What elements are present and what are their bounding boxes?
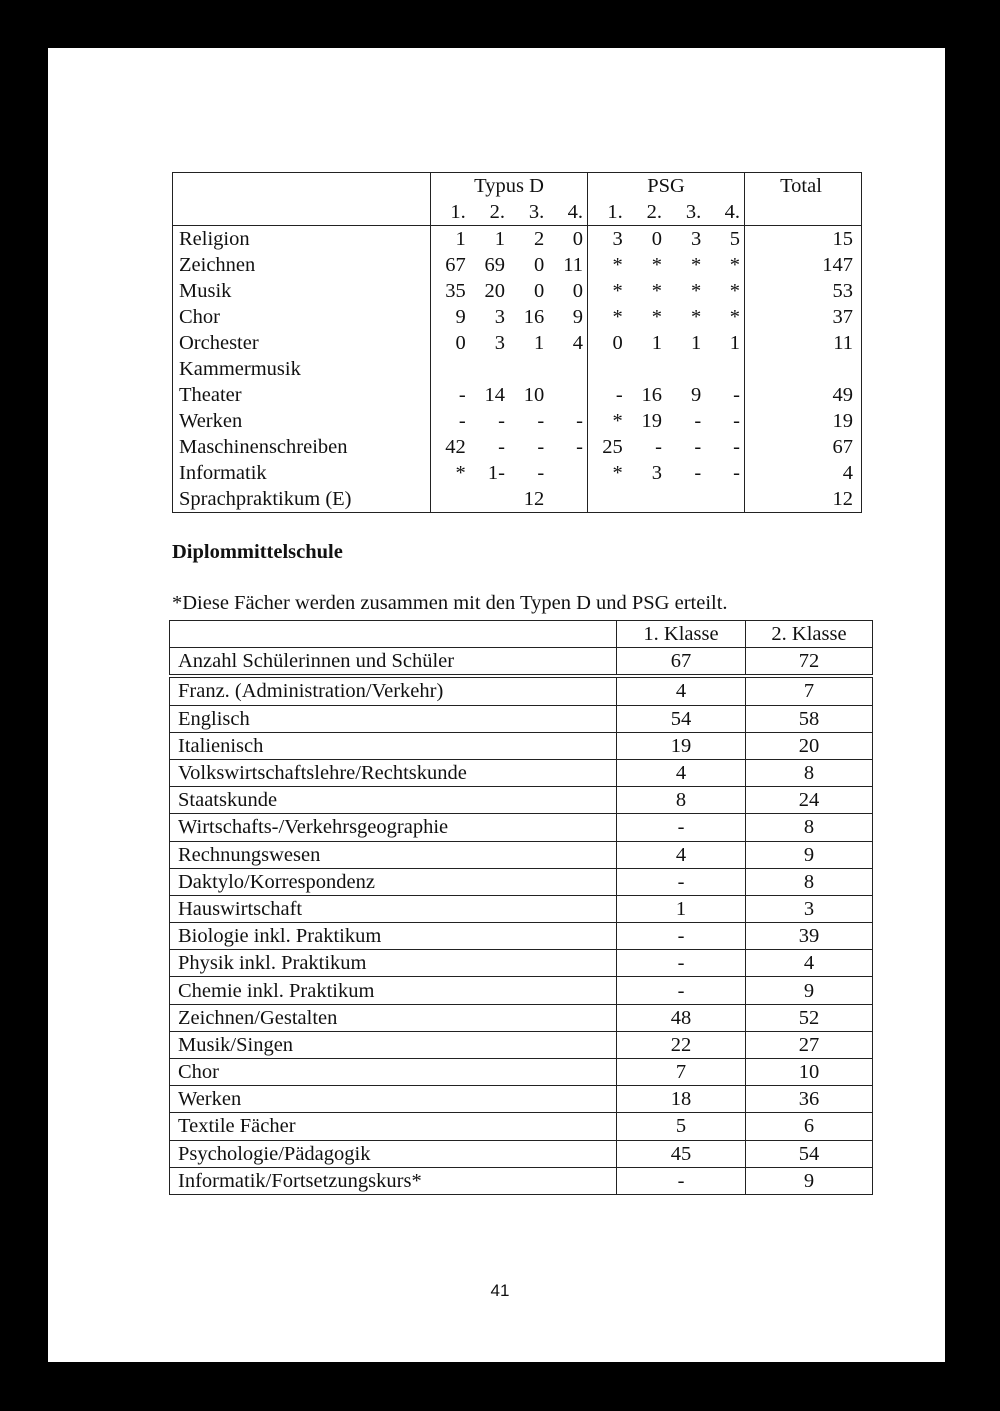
table-row xyxy=(170,1031,873,1058)
psg-value: * xyxy=(612,462,623,484)
psg-value: 0 xyxy=(651,228,662,250)
klasse-1-value: 4 xyxy=(617,759,746,786)
diplommittelschule-table xyxy=(169,620,873,1195)
subject-label: Englisch xyxy=(170,705,617,732)
table-header-row xyxy=(170,621,873,648)
psg-value: * xyxy=(691,254,702,276)
table-row xyxy=(170,732,873,759)
subject-label: Maschinenschreiben xyxy=(173,434,431,460)
table-row xyxy=(170,1086,873,1113)
klasse-1-value: - xyxy=(617,923,746,950)
table-row xyxy=(170,841,873,868)
table-row xyxy=(170,868,873,895)
psg-value: * xyxy=(612,306,623,328)
psg-value xyxy=(627,486,666,513)
psg-value xyxy=(666,486,705,513)
subject-label: Religion xyxy=(173,226,431,253)
psg-value: 25 xyxy=(602,436,623,458)
table-row xyxy=(170,1004,873,1031)
total-value xyxy=(745,356,862,382)
typus-d-value: - xyxy=(498,410,505,432)
typus-d-value xyxy=(548,356,587,382)
table-row xyxy=(173,408,862,434)
typus-d-value: 2 xyxy=(534,228,545,250)
psg-value: 3 xyxy=(651,462,662,484)
subject-label: Theater xyxy=(173,382,431,408)
header-total: Total xyxy=(745,173,862,226)
klasse-1-value: 4 xyxy=(617,841,746,868)
klasse-2-value: 4 xyxy=(746,950,873,977)
subject-label: Psychologie/Pädagogik xyxy=(170,1140,617,1167)
psg-value: 3 xyxy=(612,228,623,250)
typus-d-value: 12 xyxy=(523,488,545,510)
klasse-1-value: - xyxy=(617,814,746,841)
psg-value: - xyxy=(705,382,744,408)
psg-value: 5 xyxy=(705,226,744,253)
typus-d-value: 14 xyxy=(484,384,505,406)
typus-d-value: 1 xyxy=(534,332,545,354)
psg-value: * xyxy=(612,280,623,302)
klasse-1-value: - xyxy=(617,977,746,1004)
table-row xyxy=(173,278,862,304)
psg-class-1-header: 1. xyxy=(588,199,627,226)
header-klasse-2: 2. Klasse xyxy=(746,621,873,648)
typus-d-value: 35 xyxy=(445,280,466,302)
table-row xyxy=(173,330,862,356)
psg-value: * xyxy=(612,410,623,432)
table-row xyxy=(170,1113,873,1140)
header-typus-d: Typus D xyxy=(431,173,588,200)
subject-label: Zeichnen xyxy=(173,252,431,278)
klasse-2-value: 36 xyxy=(746,1086,873,1113)
typus-d-class-3-header: 3. xyxy=(509,199,548,226)
typus-d-value: 0 xyxy=(534,254,545,276)
typus-d-value: 0 xyxy=(548,226,587,253)
klasse-2-value: 8 xyxy=(746,814,873,841)
subject-label: Chor xyxy=(170,1059,617,1086)
typus-d-value: - xyxy=(548,434,587,460)
subject-label: Wirtschafts-/Verkehrsgeographie xyxy=(170,814,617,841)
typus-d-class-1-header: 1. xyxy=(431,199,470,226)
typus-d-value: 9 xyxy=(455,306,466,328)
typus-d-value xyxy=(470,356,509,382)
typus-d-value: 3 xyxy=(494,306,505,328)
total-value: 19 xyxy=(832,410,853,432)
klasse-2-value: 10 xyxy=(746,1059,873,1086)
psg-value: 9 xyxy=(691,384,702,406)
table-row xyxy=(173,252,862,278)
subject-label: Chor xyxy=(173,304,431,330)
typus-d-value xyxy=(548,460,587,486)
psg-value: * xyxy=(651,254,662,276)
total-value: 12 xyxy=(832,488,853,510)
klasse-2-value: 9 xyxy=(746,841,873,868)
klasse-2-value: 20 xyxy=(746,732,873,759)
subject-label: Kammermusik xyxy=(173,356,431,382)
table-row xyxy=(170,1059,873,1086)
table-row xyxy=(170,648,873,677)
typus-d-value: - xyxy=(537,462,545,484)
psg-value: - xyxy=(705,434,744,460)
subject-label: Biologie inkl. Praktikum xyxy=(170,923,617,950)
klasse-2-value: 54 xyxy=(746,1140,873,1167)
psg-value: 1 xyxy=(691,332,702,354)
typus-d-value: 0 xyxy=(548,278,587,304)
typus-d-value: 9 xyxy=(548,304,587,330)
typus-d-value xyxy=(431,486,470,513)
table-row xyxy=(170,1167,873,1194)
section-title: Diplommittelschule xyxy=(172,541,343,563)
subject-label: Hauswirtschaft xyxy=(170,895,617,922)
table-row xyxy=(173,486,862,513)
klasse-2-value: 7 xyxy=(746,676,873,705)
psg-value: * xyxy=(691,306,702,328)
psg-value: - xyxy=(694,462,702,484)
subject-label: Informatik/Fortsetzungskurs* xyxy=(170,1167,617,1194)
klasse-1-value: - xyxy=(617,1167,746,1194)
subject-label: Anzahl Schülerinnen und Schüler xyxy=(170,648,617,677)
psg-value: - xyxy=(705,408,744,434)
psg-value: - xyxy=(694,436,702,458)
subject-label: Textile Fächer xyxy=(170,1113,617,1140)
klasse-1-value: 1 xyxy=(617,895,746,922)
table-row xyxy=(170,705,873,732)
typus-d-value: - xyxy=(548,408,587,434)
subject-label: Staatskunde xyxy=(170,787,617,814)
psg-value: * xyxy=(691,280,702,302)
typus-d-value: 10 xyxy=(523,384,545,406)
total-value: 11 xyxy=(833,332,853,354)
psg-value: - xyxy=(705,460,744,486)
klasse-1-value: 5 xyxy=(617,1113,746,1140)
table-row xyxy=(173,304,862,330)
table-row xyxy=(173,434,862,460)
psg-value xyxy=(588,486,627,513)
klasse-2-value: 3 xyxy=(746,895,873,922)
psg-value: * xyxy=(705,252,744,278)
table-row xyxy=(170,787,873,814)
subject-label: Orchester xyxy=(173,330,431,356)
typus-d-value: 1 xyxy=(455,228,466,250)
klasse-1-value: 45 xyxy=(617,1140,746,1167)
subject-label: Chemie inkl. Praktikum xyxy=(170,977,617,1004)
typus-d-value: 3 xyxy=(494,332,505,354)
typus-d-class-2-header: 2. xyxy=(470,199,509,226)
subject-label: Franz. (Administration/Verkehr) xyxy=(170,676,617,705)
typus-d-value: 1 xyxy=(494,228,505,250)
psg-value: 1 xyxy=(705,330,744,356)
klasse-1-value: 18 xyxy=(617,1086,746,1113)
table-row xyxy=(170,977,873,1004)
header-psg: PSG xyxy=(588,173,745,200)
klasse-1-value: 4 xyxy=(617,676,746,705)
typus-d-value: - xyxy=(537,436,545,458)
psg-value xyxy=(588,356,627,382)
table-row xyxy=(170,759,873,786)
total-value: 147 xyxy=(822,254,853,276)
klasse-1-value: 54 xyxy=(617,705,746,732)
psg-value: * xyxy=(705,304,744,330)
klasse-1-value: 7 xyxy=(617,1059,746,1086)
klasse-2-value: 24 xyxy=(746,787,873,814)
psg-value: 3 xyxy=(691,228,702,250)
typus-d-value xyxy=(509,356,548,382)
typus-d-value: 11 xyxy=(548,252,587,278)
subject-label: Rechnungswesen xyxy=(170,841,617,868)
typus-d-value: - xyxy=(537,410,545,432)
psg-value: - xyxy=(694,410,702,432)
subject-label: Italienisch xyxy=(170,732,617,759)
klasse-2-value: 39 xyxy=(746,923,873,950)
typus-d-value: 69 xyxy=(484,254,505,276)
psg-value xyxy=(627,356,666,382)
total-value: 4 xyxy=(842,462,853,484)
klasse-2-value: 8 xyxy=(746,868,873,895)
table-row xyxy=(173,356,862,382)
klasse-1-value: - xyxy=(617,950,746,977)
psg-value: * xyxy=(651,306,662,328)
typus-d-value: - xyxy=(458,384,466,406)
klasse-1-value: 48 xyxy=(617,1004,746,1031)
klasse-2-value: 58 xyxy=(746,705,873,732)
subject-label: Physik inkl. Praktikum xyxy=(170,950,617,977)
table-row xyxy=(170,814,873,841)
header-klasse-1: 1. Klasse xyxy=(617,621,746,648)
psg-value: 1 xyxy=(651,332,662,354)
psg-value: - xyxy=(655,436,662,458)
total-value: 49 xyxy=(832,384,853,406)
total-value: 67 xyxy=(832,436,853,458)
psg-value: * xyxy=(612,254,623,276)
klasse-2-value: 72 xyxy=(746,648,873,677)
subject-label: Zeichnen/Gestalten xyxy=(170,1004,617,1031)
table-row xyxy=(170,1140,873,1167)
total-value: 37 xyxy=(832,306,853,328)
total-value: 15 xyxy=(832,228,853,250)
psg-value: 19 xyxy=(641,410,662,432)
subject-label: Daktylo/Korrespondenz xyxy=(170,868,617,895)
psg-value: - xyxy=(615,384,623,406)
psg-class-2-header: 2. xyxy=(627,199,666,226)
klasse-1-value: 22 xyxy=(617,1031,746,1058)
header-blank xyxy=(173,173,431,226)
typus-d-value: 16 xyxy=(523,306,545,328)
typus-d-value xyxy=(548,486,587,513)
page-number: 41 xyxy=(490,1281,510,1300)
psg-value: 16 xyxy=(641,384,662,406)
table-row xyxy=(173,460,862,486)
psg-value: * xyxy=(705,278,744,304)
subjects-table-typus-d-psg xyxy=(172,172,862,513)
typus-d-value: - xyxy=(498,436,505,458)
subject-label: Werken xyxy=(173,408,431,434)
klasse-2-value: 27 xyxy=(746,1031,873,1058)
typus-d-value xyxy=(431,356,470,382)
typus-d-value: 0 xyxy=(534,280,545,302)
psg-value xyxy=(705,486,744,513)
typus-d-value: - xyxy=(458,410,466,432)
table-row xyxy=(173,226,862,253)
klasse-2-value: 52 xyxy=(746,1004,873,1031)
table-row xyxy=(170,950,873,977)
psg-value: * xyxy=(651,280,662,302)
klasse-2-value: 9 xyxy=(746,977,873,1004)
table-header-row xyxy=(173,173,862,200)
subject-label: Sprachpraktikum (E) xyxy=(173,486,431,513)
psg-value xyxy=(666,356,705,382)
subject-label: Informatik xyxy=(173,460,431,486)
header-blank xyxy=(170,621,617,648)
psg-value xyxy=(705,356,744,382)
typus-d-value: 4 xyxy=(548,330,587,356)
klasse-1-value: 67 xyxy=(617,648,746,677)
klasse-2-value: 9 xyxy=(746,1167,873,1194)
typus-d-value: 0 xyxy=(455,332,466,354)
typus-d-value: * xyxy=(455,462,466,484)
typus-d-value xyxy=(470,486,509,513)
footnote: *Diese Fächer werden zusammen mit den Typen D und PSG erteilt. xyxy=(172,592,728,614)
typus-d-value: 1- xyxy=(487,462,505,484)
typus-d-value xyxy=(548,382,587,408)
typus-d-value: 42 xyxy=(445,436,466,458)
table-row xyxy=(170,895,873,922)
klasse-1-value: - xyxy=(617,868,746,895)
subject-label: Musik/Singen xyxy=(170,1031,617,1058)
subject-label: Volkswirtschaftslehre/Rechtskunde xyxy=(170,759,617,786)
typus-d-class-4-header: 4. xyxy=(548,199,587,226)
klasse-2-value: 6 xyxy=(746,1113,873,1140)
subject-label: Werken xyxy=(170,1086,617,1113)
subject-label: Musik xyxy=(173,278,431,304)
table-row xyxy=(170,676,873,705)
psg-class-4-header: 4. xyxy=(705,199,744,226)
psg-class-3-header: 3. xyxy=(666,199,705,226)
klasse-2-value: 8 xyxy=(746,759,873,786)
table-row xyxy=(173,382,862,408)
typus-d-value: 67 xyxy=(445,254,466,276)
klasse-1-value: 8 xyxy=(617,787,746,814)
klasse-1-value: 19 xyxy=(617,732,746,759)
psg-value: 0 xyxy=(612,332,623,354)
table-row xyxy=(170,923,873,950)
typus-d-value: 20 xyxy=(484,280,505,302)
total-value: 53 xyxy=(832,280,853,302)
